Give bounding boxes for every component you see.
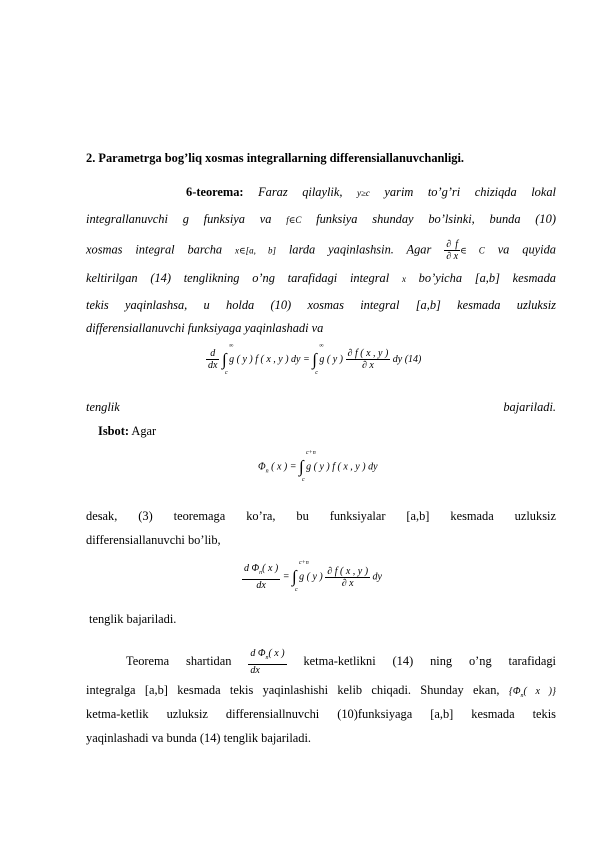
partial-f-fraction: $\frac{\partial f}{\partial x}$ — [446, 239, 459, 262]
formula-dphi-n: $\frac{d \Phi_n( x )}{dx}$ = ∫ c+n c g ( y ) $\frac{\partial f ( x , y )}{\partial x}$ dy — [244, 560, 382, 593]
paragraph-1-line-1: desak, (3) teoremaga ko’ra, bu funksiyalar [a,b] kesmada uzluksiz — [86, 509, 556, 523]
proof-line: Isbot: Agar — [98, 424, 157, 438]
theorem-line-1: 6-teorema: Faraz qilaylik, y≥c yarim to’g’ri chiziqda lokal — [186, 185, 556, 199]
paragraph-1-line-2: differensiallanuvchi bo’lib, — [86, 533, 221, 547]
paragraph-3-line-4: yaqinlashadi va bunda (14) tenglik bajariladi. — [86, 731, 312, 745]
paragraph-3-line-3: ketma-ketlik uzluksiz differensiallnuvchi (10)funksiyaga [a,b] kesmada tekis — [86, 707, 556, 721]
theorem-line-4: keltirilgan (14) tenglikning o’ng tarafidagi integral x bo’yicha [a,b] kesmada — [86, 271, 556, 285]
theorem-line-3: xosmas integral barcha x∈[a, b] larda yaqinlashsin. Agar $\frac{\partial f}{\partial x}$ ∈ C va quyida — [86, 239, 556, 262]
section-heading: 2. Parametrga bog’liq xosmas integrallarning differensiallanuvchanligi. — [86, 151, 465, 165]
paragraph-2: tenglik bajariladi. — [89, 612, 177, 626]
x-domain: x∈[a, b] — [235, 245, 276, 256]
integral-sign: ∫ ∞ c — [312, 342, 324, 376]
integral-sign: ∫ ∞ c — [221, 342, 234, 376]
proof-label: Isbot: — [98, 424, 129, 438]
paragraph-3-line-2: integralga [a,b] kesmada tekis yaqinlashishi kelib chiqadi. Shunday ekan, {$\Phi_n$( x )} — [86, 683, 556, 699]
theorem-label: 6-teorema: — [186, 185, 244, 199]
integral-sign: ∫ c+n c — [291, 560, 309, 593]
phi-n-set: {$\Phi_n$( x )} — [508, 686, 556, 699]
dphi-fraction: $\frac{d \Phi_n( x )}{dx}$ — [250, 648, 285, 676]
condition-y-ge-c: y≥c — [356, 188, 370, 198]
formula-14: $\frac{d}{dx}$ ∫ ∞ c g ( y ) f ( x , y ) dy = ∫ ∞ c g ( y ) $\frac{\partial f ( x , y )}{\partial x}$ dy (14) — [208, 342, 422, 376]
formula-phi-n: $\Phi_n$ ( x ) = ∫ c+n c g ( y ) f ( x , y ) dy — [258, 450, 378, 483]
theorem-line-2: integrallanuvchi g funksiya va f∈C funksiya shunday bo’lsinki, bunda (10) — [86, 212, 556, 226]
theorem-line-6: differensiallanuvchi funksiyaga yaqinlashadi va — [86, 321, 324, 335]
integral-sign: ∫ c+n c — [298, 450, 316, 483]
paragraph-3-line-1: Teorema shartidan $\frac{d \Phi_n( x )}{dx}$ ketma-ketlikni (14) ning o’ng tarafidagi — [126, 648, 556, 676]
f-in-c: f∈C — [286, 215, 302, 225]
tenglik-line: tenglik bajariladi. — [86, 400, 556, 414]
theorem-line-5: tekis yaqinlashsa, u holda (10) xosmas integral [a,b] kesmada uzluksiz — [86, 298, 556, 312]
